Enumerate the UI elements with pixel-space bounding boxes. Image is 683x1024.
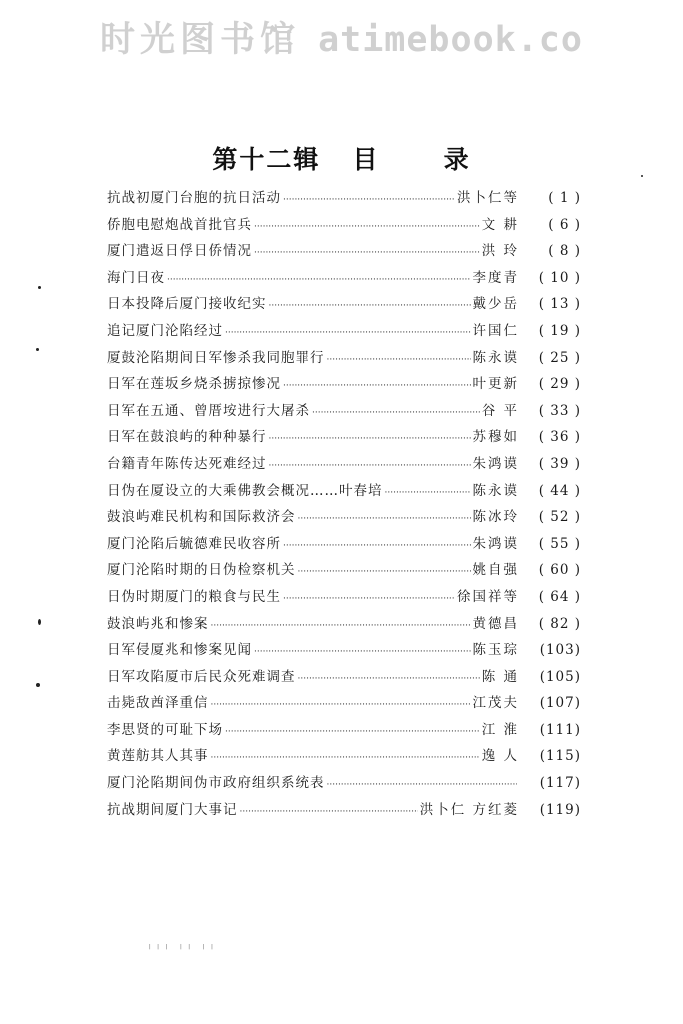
toc-entry-page: (107) — [539, 695, 581, 712]
dot-leader — [211, 745, 480, 772]
dot-leader — [283, 373, 471, 400]
toc-entry-page: (103) — [539, 642, 581, 659]
dot-leader — [254, 240, 480, 267]
toc-entry-author: 苏穆如 — [472, 429, 519, 446]
toc-entry — [107, 531, 581, 558]
toc-entry-title: 日军在五通、曾厝垵进行大屠杀 — [107, 402, 310, 419]
toc-entry-page: ( 19 ) — [538, 322, 581, 339]
toc-entry — [107, 185, 581, 212]
toc-entry-author: 陈玉琮 — [472, 642, 519, 659]
dot-leader — [254, 639, 471, 666]
dot-leader — [269, 293, 471, 320]
toc-entry-author: 黄德昌 — [472, 615, 519, 632]
toc-entry — [107, 504, 581, 531]
dot-leader — [167, 267, 471, 294]
toc-entry-page: ( 1 ) — [548, 190, 581, 206]
toc-entry — [107, 345, 581, 372]
toc-entry-author: 姚自强 — [472, 562, 519, 579]
toc-entry — [107, 451, 581, 478]
toc-entry-page: (119) — [539, 801, 581, 818]
scan-speck — [38, 286, 41, 289]
dot-leader — [298, 559, 471, 586]
toc-entry-author: 陈永谟 — [472, 349, 519, 366]
dot-leader — [283, 533, 471, 560]
toc-entry-page: ( 39 ) — [538, 455, 581, 472]
toc-entry-author: 叶更新 — [472, 376, 519, 393]
toc-entry — [107, 770, 581, 797]
toc-entry-author: 谷 平 — [481, 402, 519, 419]
dot-leader — [327, 772, 518, 799]
toc-entry-page: ( 33 ) — [538, 402, 581, 419]
toc-entry-page: ( 55 ) — [538, 535, 581, 552]
watermark-chinese: 时光图书馆 — [100, 20, 301, 60]
toc-entry-author: 陈冰玲 — [472, 509, 519, 526]
toc-entry-author: 徐国祥等 — [457, 588, 519, 605]
toc-entry — [107, 478, 581, 505]
scan-speck — [36, 683, 40, 687]
toc-entry-title: 击毙敌酋泽重信 — [107, 695, 209, 712]
toc-entry — [107, 743, 581, 770]
dot-leader — [327, 347, 471, 374]
dot-leader — [240, 799, 418, 826]
toc-entry-title: 台籍青年陈传达死难经过 — [107, 455, 267, 472]
toc-entry — [107, 318, 581, 345]
toc-entry-title: 日伪时期厦门的粮食与民生 — [107, 588, 281, 605]
toc-entry-title: 日军侵厦兆和惨案见闻 — [107, 642, 252, 659]
dot-leader — [211, 613, 471, 640]
toc-entry — [107, 664, 581, 691]
toc-entry-title: 抗战初厦门台胞的抗日活动 — [107, 190, 281, 206]
toc-entry — [107, 584, 581, 611]
toc-entry-title: 侨胞电慰炮战首批官兵 — [107, 216, 252, 233]
toc-entry — [107, 291, 581, 318]
scan-speck — [641, 175, 643, 177]
watermark-latin: atimebook.co — [318, 20, 583, 60]
toc-entry-page: (105) — [539, 668, 581, 685]
toc-entry-title: 厦门沦陷时期的日伪检察机关 — [107, 562, 296, 579]
toc-entry-title: 日军在鼓浪屿的种种暴行 — [107, 429, 267, 446]
dot-leader — [211, 692, 471, 719]
toc-entry-page: ( 29 ) — [538, 376, 581, 393]
toc-entry-title: 日伪在厦设立的大乘佛教会概况……叶春培 — [107, 482, 383, 499]
faint-scan-marks: ╷╷╷ ╷╷ ╷╷ — [147, 940, 218, 950]
toc-entry-title: 海门日夜 — [107, 269, 165, 286]
toc-entry — [107, 690, 581, 717]
toc-entry — [107, 797, 581, 824]
toc-entry-page: ( 64 ) — [538, 588, 581, 605]
toc-entry-page: (117) — [539, 775, 581, 792]
toc-entry-title: 李思贤的可耻下场 — [107, 721, 223, 738]
toc-entry-page: (111) — [539, 721, 581, 738]
toc-entry-author: 洪 玲 — [481, 243, 519, 260]
dot-leader — [312, 400, 480, 427]
toc-entry — [107, 212, 581, 239]
toc-entry — [107, 557, 581, 584]
toc-entry-page: ( 10 ) — [538, 269, 581, 286]
toc-entry-author: 洪卜仁等 — [457, 190, 519, 206]
toc-entry-title: 日本投降后厦门接收纪实 — [107, 296, 267, 313]
toc-entry — [107, 717, 581, 744]
dot-leader — [385, 480, 471, 507]
toc-entry-page: ( 44 ) — [538, 482, 581, 499]
toc-entry-author: 洪卜仁 方红菱 — [419, 801, 519, 818]
toc-entry — [107, 398, 581, 425]
dot-leader — [225, 719, 480, 746]
table-of-contents — [107, 185, 581, 823]
scan-speck — [36, 348, 39, 351]
dot-leader — [254, 214, 480, 241]
toc-entry-page: ( 52 ) — [538, 509, 581, 526]
dot-leader — [269, 453, 471, 480]
dot-leader — [298, 666, 480, 693]
watermark — [0, 12, 683, 62]
dot-leader — [283, 586, 455, 613]
toc-entry-page: ( 13 ) — [538, 296, 581, 313]
toc-entry-author: 朱鸿谟 — [472, 455, 519, 472]
toc-entry-title: 鼓浪屿难民机构和国际救济会 — [107, 509, 296, 526]
toc-entry-author: 陈 通 — [481, 668, 519, 685]
scan-speck — [38, 619, 41, 625]
dot-leader — [225, 320, 471, 347]
dot-leader — [298, 506, 471, 533]
toc-entry — [107, 238, 581, 265]
toc-entry-author: 江 淮 — [481, 721, 519, 738]
toc-entry — [107, 611, 581, 638]
toc-entry-author: 许国仁 — [472, 322, 519, 339]
toc-entry-page: ( 60 ) — [538, 562, 581, 579]
toc-entry-title: 厦门沦陷期间伪市政府组织系统表 — [107, 775, 325, 792]
toc-entry-page: ( 82 ) — [538, 615, 581, 632]
toc-entry-author: 逸 人 — [481, 748, 519, 765]
toc-entry-title: 厦门沦陷后毓德难民收容所 — [107, 535, 281, 552]
toc-entry-title: 黄莲舫其人其事 — [107, 748, 209, 765]
toc-entry-author: 陈永谟 — [472, 482, 519, 499]
toc-entry-author: 江茂夫 — [472, 695, 519, 712]
dot-leader — [283, 187, 455, 214]
toc-entry-author: 文 耕 — [481, 216, 519, 233]
dot-leader — [269, 426, 471, 453]
toc-entry — [107, 424, 581, 451]
toc-entry — [107, 371, 581, 398]
toc-entry-title: 日军在莲坂乡烧杀掳掠惨况 — [107, 376, 281, 393]
toc-entry-page: (115) — [539, 748, 581, 765]
toc-entry-author: 朱鸿谟 — [472, 535, 519, 552]
toc-entry-page: ( 6 ) — [548, 216, 581, 233]
toc-entry-page: ( 8 ) — [548, 243, 581, 260]
toc-entry-title: 日军攻陷厦市后民众死难调查 — [107, 668, 296, 685]
toc-entry-page: ( 25 ) — [538, 349, 581, 366]
toc-entry-title: 追记厦门沦陷经过 — [107, 322, 223, 339]
toc-entry-author: 李度青 — [472, 269, 519, 286]
page-title: 第十二辑 目 录 — [212, 145, 471, 174]
toc-entry-title: 鼓浪屿兆和惨案 — [107, 615, 209, 632]
toc-entry — [107, 637, 581, 664]
toc-entry — [107, 265, 581, 292]
toc-entry-title: 抗战期间厦门大事记 — [107, 801, 238, 818]
toc-entry-page: ( 36 ) — [538, 429, 581, 446]
toc-entry-title: 厦门遣返日俘日侨情况 — [107, 243, 252, 260]
toc-entry-author: 戴少岳 — [472, 296, 519, 313]
toc-entry-title: 厦鼓沦陷期间日军惨杀我同胞罪行 — [107, 349, 325, 366]
